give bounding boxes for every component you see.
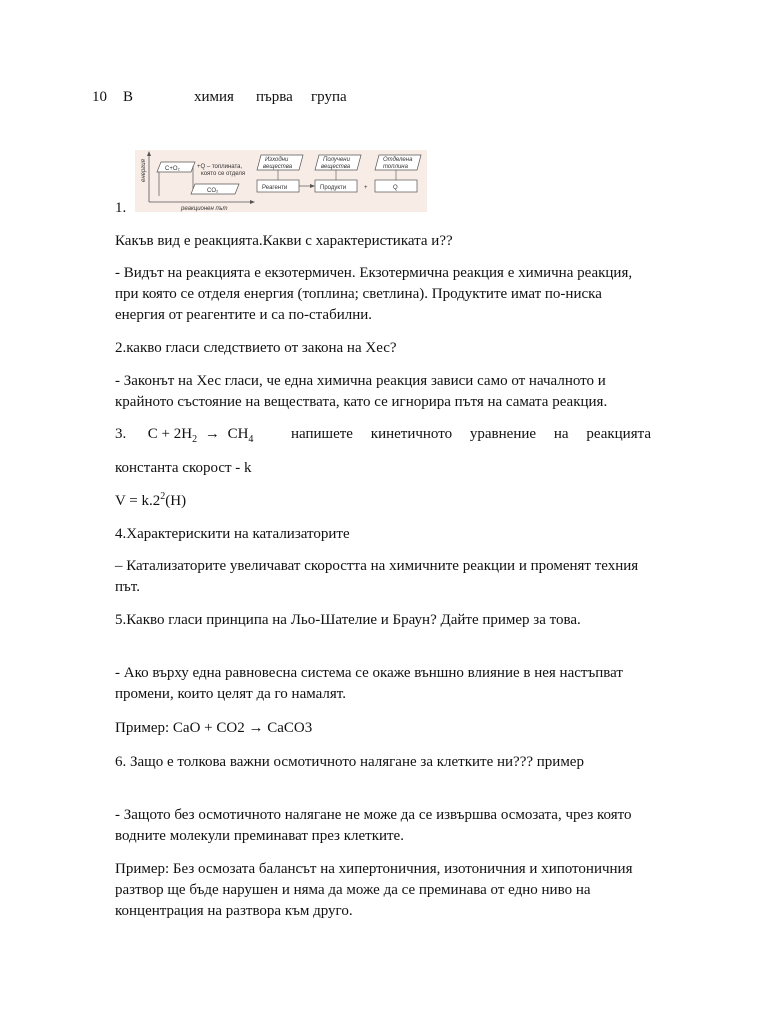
q3-formula: $V = k.2^2(H)$: [115, 491, 187, 509]
q3-number: 3.: [115, 426, 127, 442]
q1-answer: - Видът на реакцията е екзотермичен. Екзотермична реакция е химична реакция, при която се отделя енергия (топлина; светлина). Продуктите имат по-ниска енергия от реагентите и са по-стабилни.: [115, 265, 633, 323]
diagram-label-released-1: Отделена: [383, 157, 413, 163]
q5-question: 5.Какво гласи принципа на Льо-Шателие и Браун? Дайте пример за това.: [115, 612, 581, 628]
q3-eq-ch: $CH_4$: [227, 426, 254, 445]
q3-text-1: напишете кинетичното уравнение на реакцията: [291, 426, 651, 442]
q1-question: Какъв вид е реакцията.Какви с характеристиката и??: [115, 233, 453, 249]
q2-question: 2.какво гласи следствието от закона на Хес?: [115, 340, 397, 356]
q3-text-2: константа скорост - k: [115, 460, 252, 476]
header-number: 10: [92, 89, 107, 105]
diagram-label-initial-2: вещества: [263, 164, 293, 170]
diagram-label-released-2: топлина: [383, 164, 408, 170]
header-letter: В: [123, 89, 134, 105]
q1-number: 1.: [115, 200, 127, 216]
diagram-q: Q: [393, 185, 398, 191]
q5-example: Пример: CaO + CO2 → CaCO3: [115, 720, 313, 736]
diagram-product-low: CO₂: [207, 188, 219, 194]
diagram-reagents: Реагенти: [262, 185, 288, 191]
diagram-label-initial-1: Изходни: [265, 157, 289, 163]
header-word-2: първа: [256, 89, 293, 105]
diagram-heat-note-2: която се отделя: [201, 171, 246, 177]
arrow-right-icon: [310, 184, 315, 188]
q4-question: 4.Характерискити на катализаторите: [115, 526, 350, 542]
q2-answer: - Законът на Хес гласи, че една химична реакция зависи само от началното и крайното състояние на веществата, като се игнорира пътя на самата реакция.: [115, 373, 608, 410]
diagram-products: Продукти: [320, 185, 347, 191]
diagram-plus: +: [364, 185, 368, 191]
diagram-reactants-low: C+O₂: [165, 166, 180, 172]
diagram-x-axis-label: реакционен път: [181, 206, 228, 212]
header-subject: химия: [194, 89, 234, 105]
q3-eq-arrow: →: [204, 426, 220, 442]
q3-equation-line: [115, 424, 651, 445]
diagram-y-axis-label: енергия: [141, 159, 147, 182]
q6-question: 6. Защо е толкова важни осмотичното налягане за клетките ни??? пример: [115, 754, 584, 770]
q4-answer: – Катализаторите увеличават скоростта на химичните реакции и променят техния път.: [115, 558, 639, 595]
header-word-3: група: [311, 89, 347, 105]
q6-answer: - Защото без осмотичното налягане не може да се извършва осмозата, чрез която водните молекули преминават през клетките.: [115, 807, 632, 844]
q3-eq-c: C +: [147, 426, 170, 442]
exothermic-reaction-diagram: [135, 150, 427, 212]
diagram-heat-note-1: +Q – топлината,: [197, 164, 243, 170]
q3-eq-h: $2H_2$: [173, 426, 198, 445]
q5-answer: - Ако върху една равновесна система се окаже външно влияние в нея настъпват промени, които целят да го намалят.: [115, 665, 623, 702]
diagram-label-obtained-1: Получени: [323, 157, 350, 163]
q6-example: Пример: Без осмозата балансът на хипертоничния, изотоничния и хипотоничния разтвор ще бъде нарушен и няма да може да се преминава от едно ниво на концентрация на разтвора към друго.: [115, 861, 633, 919]
diagram-label-obtained-2: вещества: [321, 164, 351, 170]
